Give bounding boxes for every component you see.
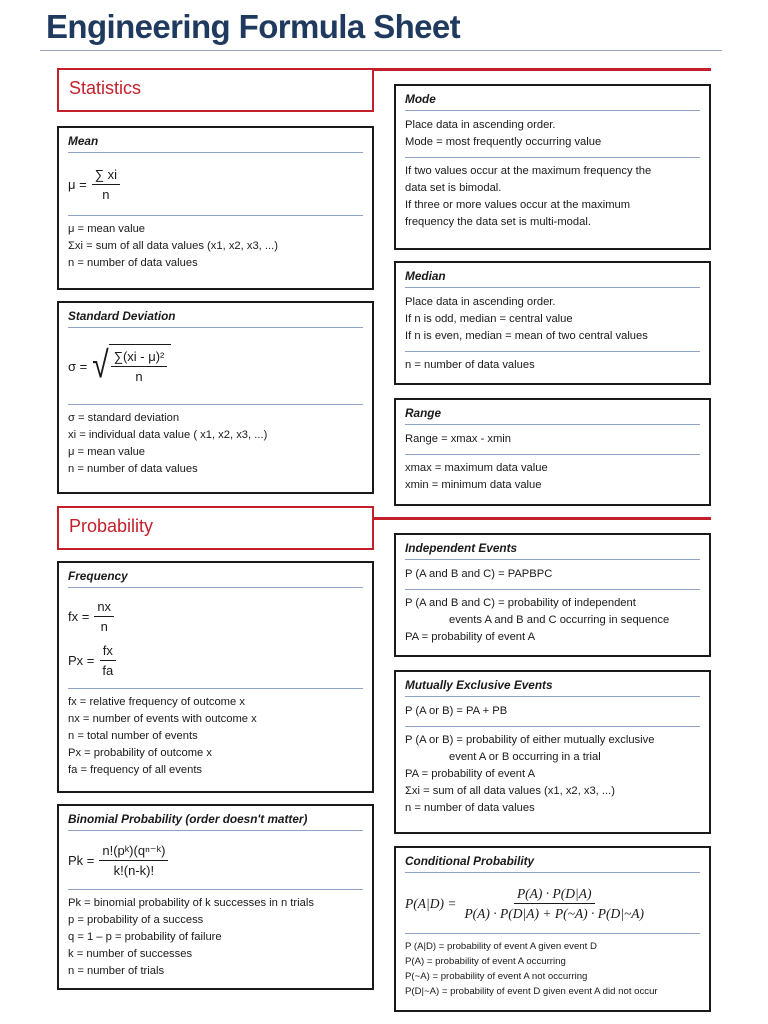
binomial-fraction (99, 842, 168, 879)
title-rule (40, 50, 722, 51)
frequency-def: fx = relative frequency of outcome x (68, 696, 245, 708)
std-dev-formula (68, 334, 363, 398)
binomial-def: q = 1 – p = probability of failure (68, 931, 222, 943)
probability-heading: Probability (69, 516, 154, 536)
range-formula: Range = xmax - xmin (405, 433, 512, 445)
conditional-def: P(D|~A) = probability of event D given event A did not occur (405, 986, 658, 997)
mutually-def: P (A or B) = probability of either mutually exclusive (405, 734, 655, 746)
radical-sign: √ (92, 344, 109, 386)
frequency-title: Frequency (68, 568, 363, 588)
std-dev-denominator: n (135, 369, 143, 384)
frequency-fraction-2 (99, 642, 116, 679)
conditional-def: P(~A) = probability of event A not occurring (405, 971, 588, 982)
independent-title: Independent Events (405, 540, 700, 560)
independent-separator (405, 589, 700, 590)
std-dev-title: Standard Deviation (68, 308, 363, 328)
mutually-separator (405, 726, 700, 727)
frequency-lhs-2: Px = (68, 652, 95, 668)
median-separator (405, 351, 700, 352)
mutually-def: n = number of data values (405, 802, 535, 814)
independent-def: PA = probability of event A (405, 631, 536, 643)
binomial-numerator: n!(pᵏ)(qⁿ⁻ᵏ) (99, 842, 168, 861)
frequency-denominator-1: n (100, 618, 108, 634)
median-def: n = number of data values (405, 359, 535, 371)
frequency-separator (68, 688, 363, 689)
median-box (394, 261, 711, 385)
mean-fraction (92, 166, 120, 203)
median-line: Place data in ascending order. (405, 296, 556, 308)
mode-line: If two values occur at the maximum frequency the (405, 165, 652, 177)
std-dev-separator (68, 404, 363, 405)
mutually-exclusive-box (394, 670, 711, 834)
conditional-fraction (461, 885, 647, 922)
frequency-box (57, 561, 374, 793)
independent-events-box (394, 533, 711, 657)
mutually-def: PA = probability of event A (405, 768, 536, 780)
binomial-denominator: k!(n-k)! (113, 862, 155, 878)
mode-line: Mode = most frequently occurring value (405, 136, 602, 148)
mean-box (57, 126, 374, 290)
mode-line: frequency the data set is multi-modal. (405, 216, 591, 228)
mean-title: Mean (68, 133, 363, 153)
mean-formula (68, 159, 363, 209)
frequency-fraction-1 (94, 598, 114, 635)
relative-frequency-formula (68, 594, 363, 638)
mode-line: If three or more values occur at the maximum (405, 199, 631, 211)
mutually-def: event A or B occurring in a trial (449, 751, 601, 763)
binomial-def: n = number of trials (68, 965, 165, 977)
probability-red-line (374, 517, 711, 520)
range-def: xmax = maximum data value (405, 462, 548, 474)
frequency-def: fa = frequency of all events (68, 764, 203, 776)
range-title: Range (405, 405, 700, 425)
mean-lhs: μ = (68, 176, 87, 192)
conditional-def: P(A) = probability of event A occurring (405, 956, 566, 967)
std-dev-def: n = number of data values (68, 463, 198, 475)
page-title: Engineering Formula Sheet (46, 8, 461, 45)
binomial-separator (68, 889, 363, 890)
conditional-separator (405, 933, 700, 934)
frequency-numerator-1: nx (94, 598, 114, 617)
std-dev-root (92, 344, 171, 388)
conditional-title: Conditional Probability (405, 853, 700, 873)
median-title: Median (405, 268, 700, 288)
mutually-def: Σxi = sum of all data values (x1, x2, x3, ...) (405, 785, 615, 797)
std-dev-lhs: σ = (68, 358, 88, 374)
independent-def: events A and B and C occurring in sequence (449, 614, 670, 626)
mean-denominator: n (102, 186, 110, 202)
std-dev-def: xi = individual data value ( x1, x2, x3, ...) (68, 429, 268, 441)
binomial-title: Binomial Probability (order doesn't matter) (68, 811, 363, 831)
mean-def: n = number of data values (68, 257, 198, 269)
conditional-formula (405, 879, 700, 927)
binomial-box (57, 804, 374, 990)
mode-title: Mode (405, 91, 700, 111)
binomial-def: Pk = binomial probability of k successes in n trials (68, 897, 314, 909)
probability-formula (68, 638, 363, 682)
frequency-denominator-2: fa (102, 662, 114, 678)
mean-def: μ = mean value (68, 223, 146, 235)
frequency-def: n = total number of events (68, 730, 198, 742)
conditional-def: P (A|D) = probability of event A given event D (405, 941, 597, 952)
binomial-formula (68, 837, 363, 883)
conditional-numerator: P(A) · P(D|A) (514, 885, 595, 904)
range-box (394, 398, 711, 506)
mean-separator (68, 215, 363, 216)
probability-section-header (57, 506, 374, 550)
frequency-def: nx = number of events with outcome x (68, 713, 257, 725)
mutually-formula: P (A or B) = PA + PB (405, 705, 508, 717)
std-dev-numerator: ∑(xi - μ)² (111, 348, 168, 367)
statistics-heading: Statistics (69, 78, 142, 98)
median-line: If n is even, median = mean of two central values (405, 330, 648, 342)
frequency-lhs-1: fx = (68, 608, 90, 624)
mean-def: Σxi = sum of all data values (x1, x2, x3, ...) (68, 240, 278, 252)
mode-line: Place data in ascending order. (405, 119, 556, 131)
std-dev-def: σ = standard deviation (68, 412, 180, 424)
independent-formula: P (A and B and C) = PAPBPC (405, 568, 553, 580)
binomial-def: p = probability of a success (68, 914, 204, 926)
mean-numerator: ∑ xi (92, 166, 120, 185)
range-def: xmin = minimum data value (405, 479, 542, 491)
std-dev-radicand (109, 344, 172, 388)
independent-def: P (A and B and C) = probability of independent (405, 597, 636, 609)
conditional-lhs: P(A|D) = (405, 895, 457, 911)
statistics-section-header (57, 68, 374, 112)
mutually-title: Mutually Exclusive Events (405, 677, 700, 697)
std-dev-box (57, 301, 374, 494)
std-dev-def: μ = mean value (68, 446, 146, 458)
mode-separator (405, 157, 700, 158)
median-line: If n is odd, median = central value (405, 313, 573, 325)
mode-line: data set is bimodal. (405, 182, 502, 194)
frequency-numerator-2: fx (100, 642, 116, 661)
conditional-probability-box (394, 846, 711, 1012)
statistics-red-line (374, 68, 711, 71)
std-dev-fraction (111, 348, 168, 385)
mode-box (394, 84, 711, 250)
binomial-def: k = number of successes (68, 948, 193, 960)
range-separator (405, 454, 700, 455)
binomial-lhs: Pk = (68, 852, 95, 868)
conditional-denominator: P(A) · P(D|A) + P(~A) · P(D|~A) (464, 905, 645, 921)
frequency-def: Px = probability of outcome x (68, 747, 212, 759)
